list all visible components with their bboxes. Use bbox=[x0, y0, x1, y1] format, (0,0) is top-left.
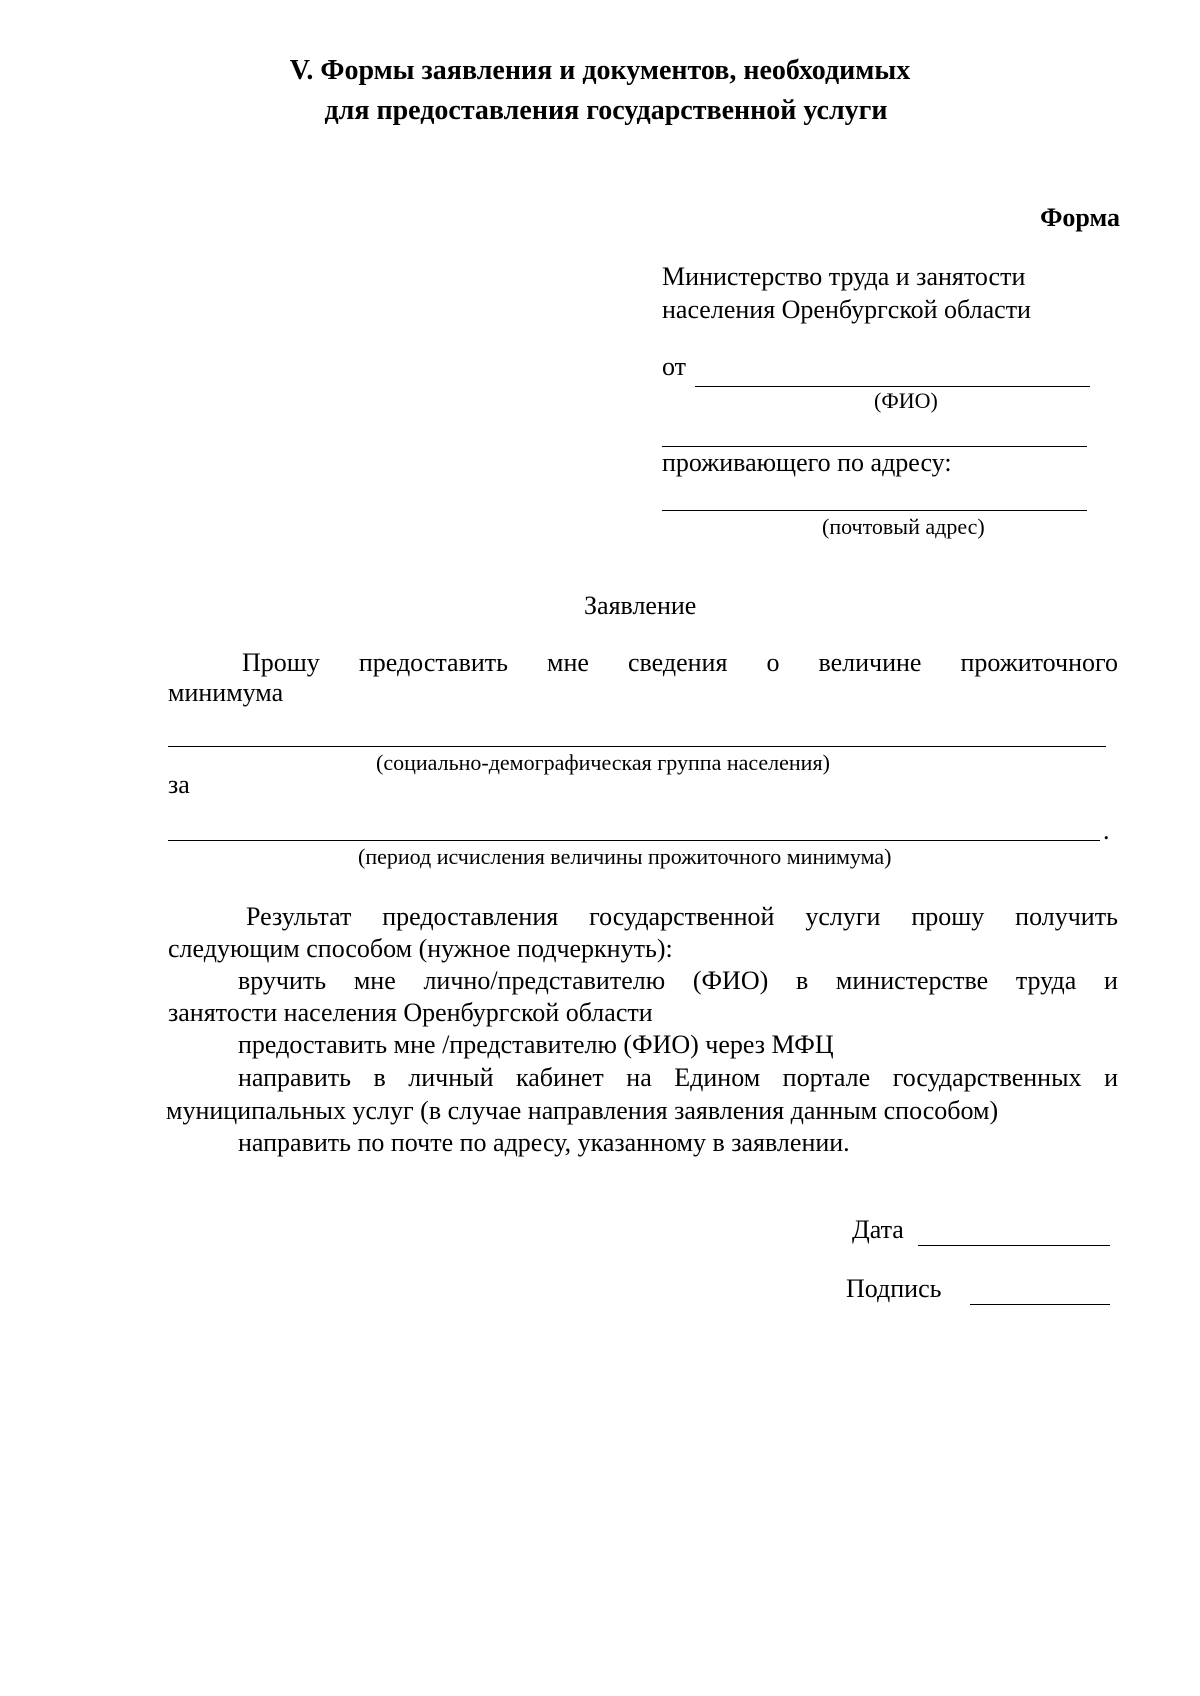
result-word: государственной bbox=[589, 902, 775, 931]
option-word: в bbox=[795, 966, 809, 995]
option-word: личный bbox=[408, 1063, 494, 1092]
period-caption: (период исчисления величины прожиточного минимума) bbox=[358, 844, 892, 869]
result-word: прошу bbox=[911, 902, 985, 931]
option-portal-line1 bbox=[238, 1063, 1118, 1093]
option-word: кабинет bbox=[516, 1063, 604, 1092]
postal-address-caption: (почтовый адрес) bbox=[822, 514, 985, 539]
request-word: о bbox=[766, 648, 780, 677]
date-label: Дата bbox=[852, 1215, 904, 1244]
result-word: Результат bbox=[246, 902, 352, 931]
result-line1 bbox=[246, 902, 1118, 932]
option-word: лично/представителю bbox=[423, 966, 666, 995]
population-group-field-line[interactable] bbox=[168, 746, 1106, 747]
population-group-caption: (социально-демографическая группа населения) bbox=[376, 750, 830, 775]
from-label: от bbox=[662, 352, 687, 381]
request-word: Прошу bbox=[242, 648, 320, 677]
option-word: мне bbox=[353, 966, 396, 995]
addressee-line2: населения Оренбургской области bbox=[662, 295, 1031, 324]
option-word: и bbox=[1103, 966, 1118, 995]
request-word: сведения bbox=[627, 648, 728, 677]
option-word: и bbox=[1104, 1063, 1118, 1092]
fio-field-line[interactable] bbox=[695, 386, 1090, 387]
result-word: получить bbox=[1015, 902, 1118, 931]
option-word: Едином bbox=[674, 1063, 761, 1092]
statement-title: Заявление bbox=[584, 591, 697, 620]
option-word: в bbox=[373, 1063, 386, 1092]
addressee-line1: Министерство труда и занятости bbox=[662, 262, 1026, 291]
form-label: Форма bbox=[1040, 203, 1120, 232]
request-line2: минимума bbox=[168, 678, 284, 707]
option-mfc: предоставить мне /представителю (ФИО) через МФЦ bbox=[238, 1030, 834, 1059]
request-word: предоставить bbox=[358, 648, 508, 677]
request-word: прожиточного bbox=[960, 648, 1118, 677]
date-field-line[interactable] bbox=[918, 1245, 1110, 1246]
fio-caption: (ФИО) bbox=[874, 388, 938, 413]
period-field-line[interactable] bbox=[168, 840, 1100, 841]
for-label: за bbox=[168, 770, 190, 799]
signature-field-line[interactable] bbox=[970, 1304, 1110, 1305]
option-word: направить bbox=[238, 1063, 351, 1092]
request-word: величине bbox=[818, 648, 922, 677]
result-line2: следующим способом (нужное подчеркнуть): bbox=[168, 934, 673, 963]
option-hand-over-line2: занятости населения Оренбургской области bbox=[168, 998, 653, 1027]
option-word: (ФИО) bbox=[692, 966, 769, 995]
signature-label: Подпись bbox=[846, 1274, 942, 1303]
result-word: услуги bbox=[805, 902, 881, 931]
option-word: труда bbox=[1015, 966, 1077, 995]
option-portal-line2: муниципальных услуг (в случае направления заявления данным способом) bbox=[166, 1096, 999, 1125]
period-end-dot: . bbox=[1103, 816, 1110, 845]
section-heading-line1: V. Формы заявления и документов, необходимых bbox=[289, 55, 911, 86]
option-post: направить по почте по адресу, указанному в заявлении. bbox=[238, 1128, 850, 1157]
option-word: на bbox=[626, 1063, 652, 1092]
result-word: предоставления bbox=[382, 902, 559, 931]
option-word: вручить bbox=[238, 966, 327, 995]
extra-field-line[interactable] bbox=[662, 446, 1087, 447]
address-field-line[interactable] bbox=[662, 510, 1087, 511]
request-word: мне bbox=[547, 648, 589, 677]
request-line1 bbox=[242, 648, 1118, 678]
section-heading-line2: для предоставления государственной услуги bbox=[324, 95, 888, 126]
option-word: портале bbox=[782, 1063, 871, 1092]
option-word: министерстве bbox=[835, 966, 989, 995]
residing-label: проживающего по адресу: bbox=[662, 448, 952, 477]
option-hand-over-line1 bbox=[238, 966, 1118, 996]
option-word: государственных bbox=[892, 1063, 1082, 1092]
